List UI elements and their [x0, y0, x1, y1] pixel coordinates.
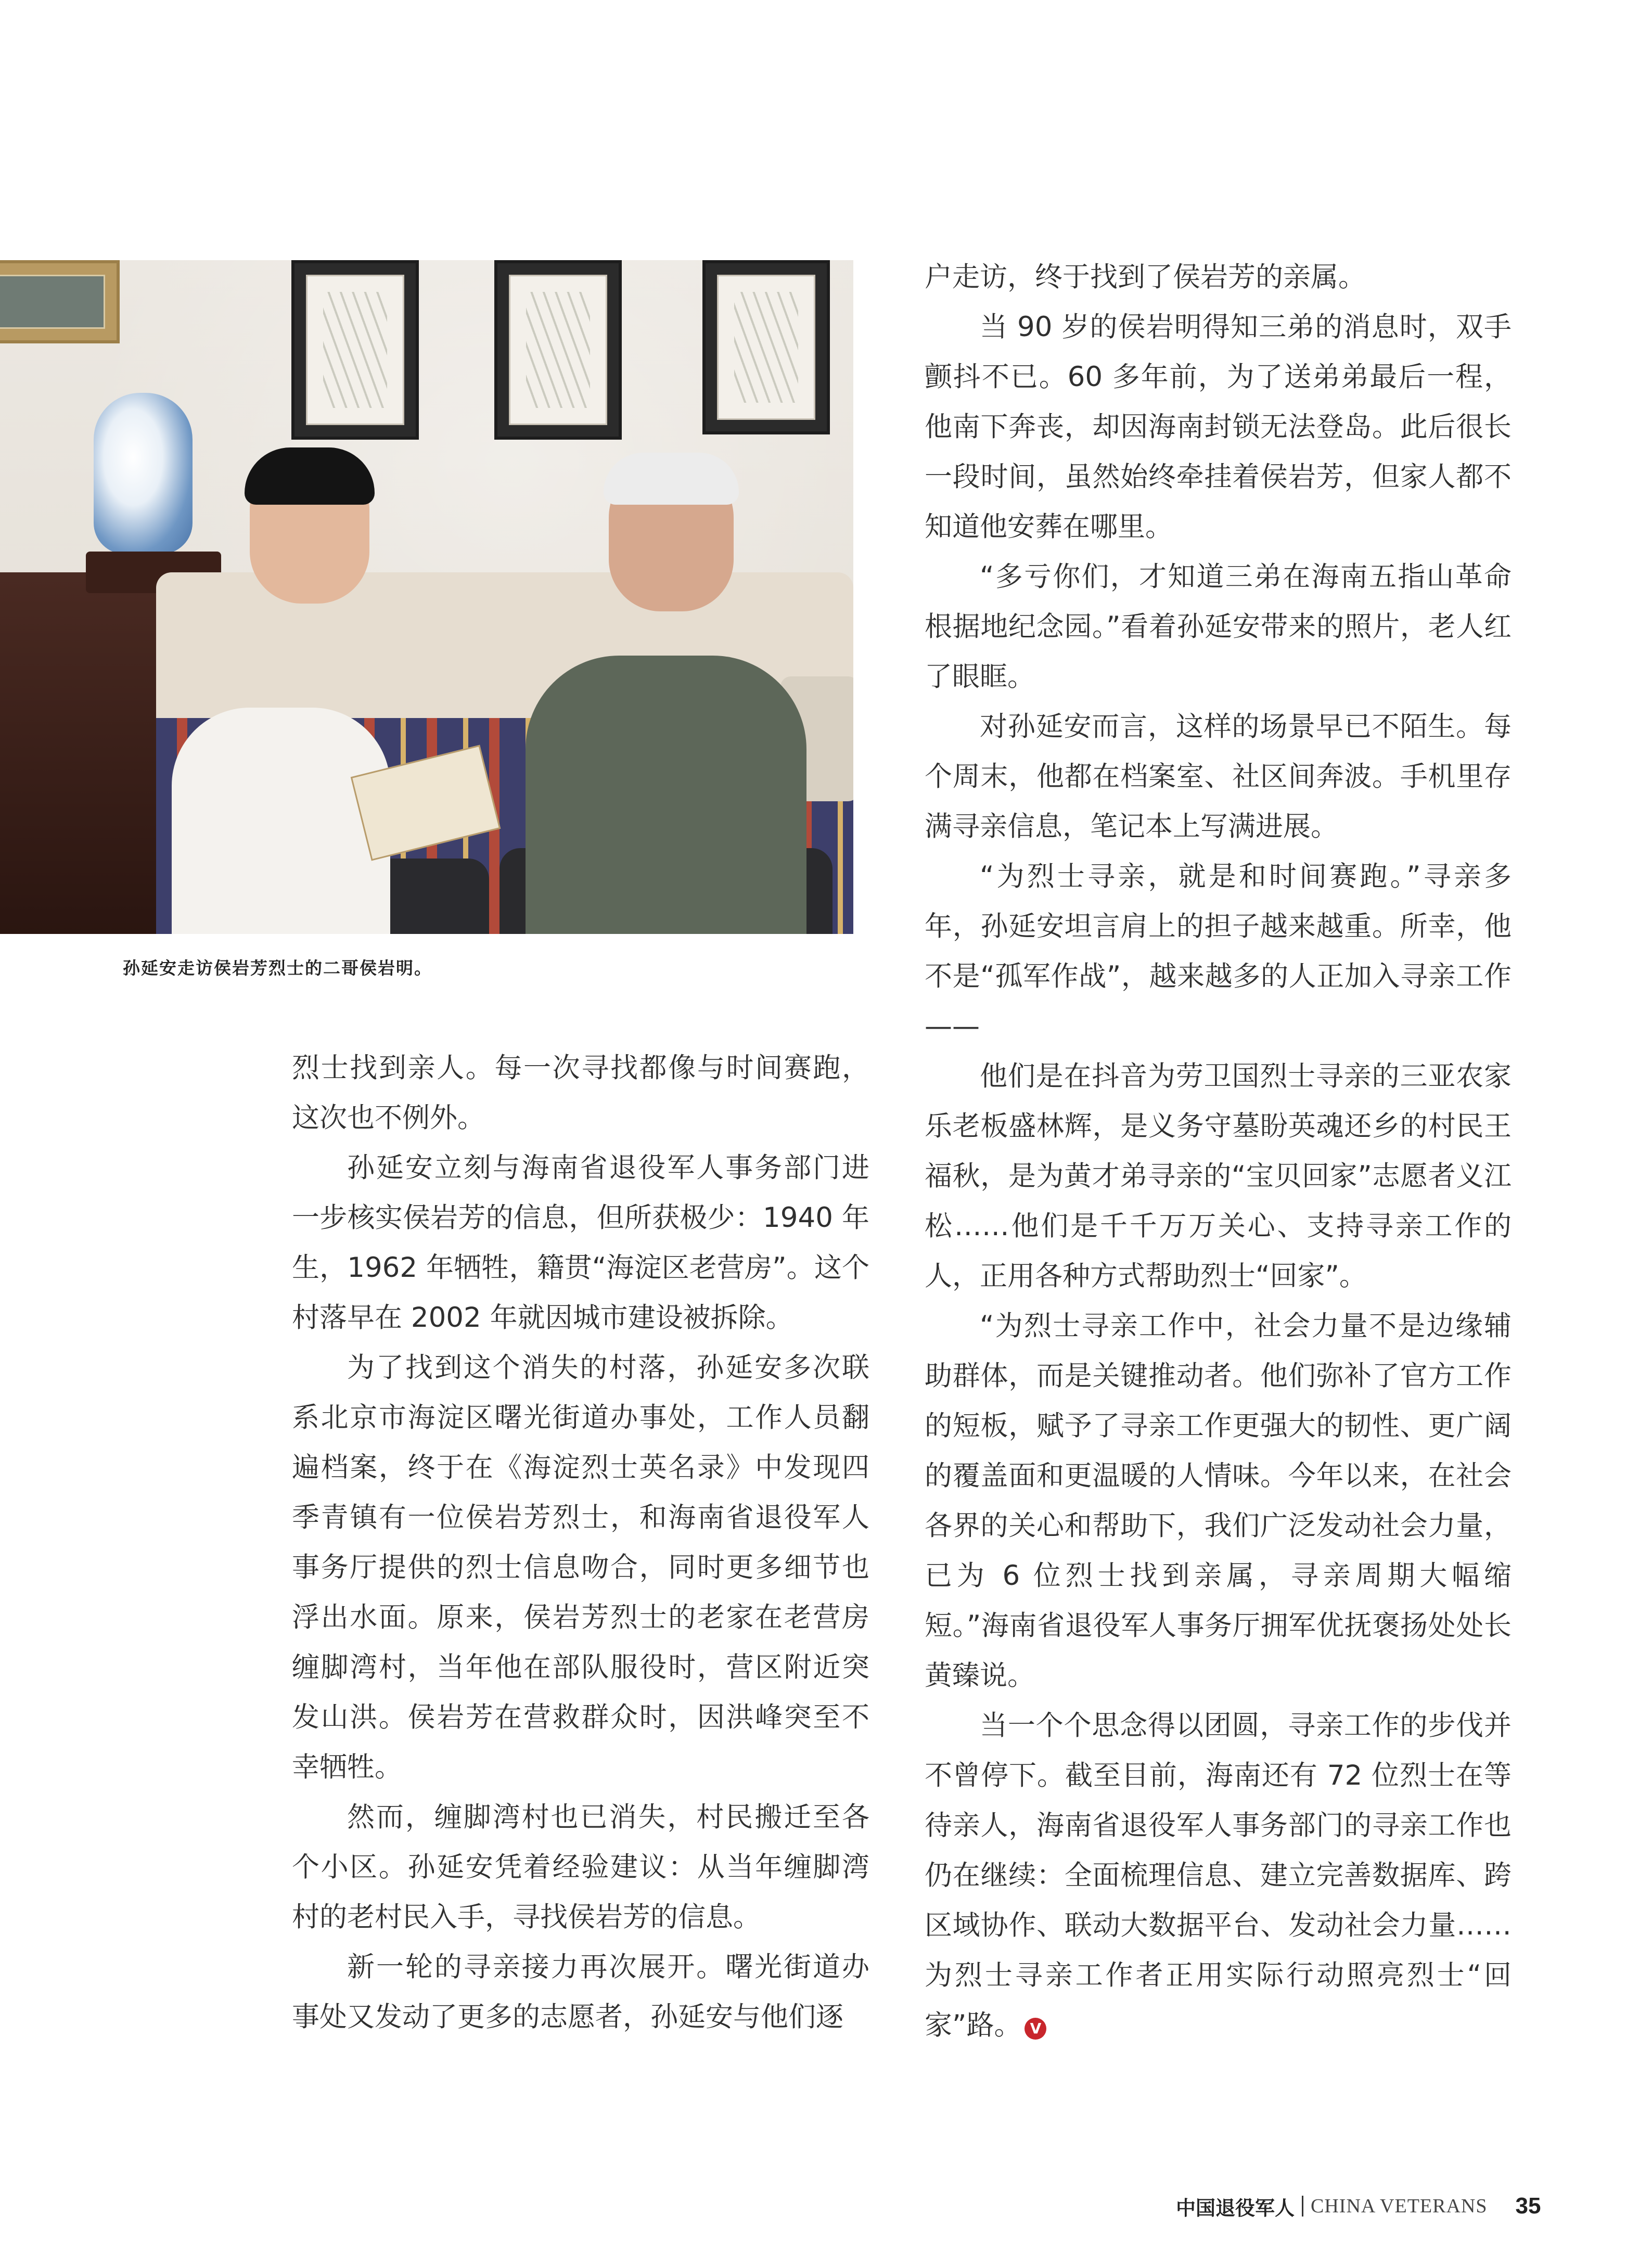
bamboo-painting-frame: [702, 260, 830, 434]
footer-divider: [1302, 2196, 1303, 2217]
paragraph: 当 90 岁的侯岩明得知三弟的消息时，双手颤抖不已。60 多年前，为了送弟弟最后一程，他南下奔丧，却因海南封锁无法登岛。此后很长一段时间，虽然始终牵挂着侯岩芳，但家人都不知道他安葬在哪里。: [925, 311, 1512, 543]
paragraph: 然而，缠脚湾村也已消失，村民搬迁至各个小区。孙延安凭着经验建议：从当年缠脚湾村的老村民入手，寻找侯岩芳的信息。: [292, 1801, 869, 1933]
paragraph: 为了找到这个消失的村落，孙延安多次联系北京市海淀区曙光街道办事处，工作人员翻遍档案，终于在《海淀烈士英名录》中发现四季青镇有一位侯岩芳烈士，和海南省退役军人事务厅提供的烈士信息吻合，同时更多细节也浮出水面。原来，侯岩芳烈士的老家在老营房缠脚湾村，当年他在部队服役时，营区附近突发山洪。侯岩芳在营救群众时，因洪峰突至不幸牺牲。: [292, 1352, 869, 1783]
paragraph: 他们是在抖音为劳卫国烈士寻亲的三亚农家乐老板盛林辉，是义务守墓盼英魂还乡的村民王福秋，是为黄才弟寻亲的“宝贝回家”志愿者义江松……他们是千千万万关心、支持寻亲工作的人，正用各种方式帮助烈士“回家”。: [925, 1060, 1512, 1292]
paragraph: 新一轮的寻亲接力再次展开。曙光街道办事处又发动了更多的志愿者，孙延安与他们逐: [292, 1951, 869, 2033]
elder-hair: [604, 453, 739, 505]
paragraph: 户走访，终于找到了侯岩芳的亲属。: [925, 261, 1366, 293]
paragraph: 烈士找到亲人。每一次寻找都像与时间赛跑，这次也不例外。: [292, 1052, 869, 1134]
page-number: 35: [1515, 2193, 1541, 2219]
paragraph: “为烈士寻亲，就是和时间赛跑。”寻亲多年，孙延安坦言肩上的担子越来越重。所幸，他不是“孤军作战”，越来越多的人正加入寻亲工作——: [925, 861, 1512, 1042]
photo-caption: 孙延安走访侯岩芳烈士的二哥侯岩明。: [123, 958, 432, 978]
page-footer: [1176, 2190, 1541, 2222]
article-right-column: [925, 252, 1512, 2051]
article-photo: [0, 260, 853, 934]
magazine-name-cn: 中国退役军人: [1176, 2196, 1295, 2220]
orchid-painting-frame: [494, 260, 622, 440]
article-left-column: [292, 1043, 869, 2042]
elder-body: [526, 656, 806, 934]
paragraph: 对孙延安而言，这样的场景早已不陌生。每个周末，他都在档案室、社区间奔波。手机里存满寻亲信息，笔记本上写满进展。: [925, 711, 1512, 842]
final-paragraph-text: 当一个个思念得以团圆，寻亲工作的步伐并不曾停下。截至目前，海南还有 72 位烈士在等待亲人，海南省退役军人事务部门的寻亲工作也仍在继续：全面梳理信息、建立完善数据库、跨区域协作、联动大数据平台、发动社会力量……为烈士寻亲工作者正用实际行动照亮烈士“回家”路。: [925, 1710, 1512, 2041]
paragraph: “多亏你们，才知道三弟在海南五指山革命根据地纪念园。”看着孙延安带来的照片，老人红了眼眶。: [925, 561, 1512, 693]
end-mark-icon: V: [1025, 2018, 1046, 2040]
young-man-hair: [245, 447, 375, 505]
paragraph: “为烈士寻亲工作中，社会力量不是边缘辅助群体，而是关键推动者。他们弥补了官方工作的短板，赋予了寻亲工作更强大的韧性、更广阔的覆盖面和更温暖的人情味。今年以来，在社会各界的关心和帮助下，我们广泛发动社会力量，已为 6 位烈士找到亲属，寻亲周期大幅缩短。”海南省退役军人事务厅拥军优抚褒扬处处长黄臻说。: [925, 1310, 1512, 1692]
paragraph: 孙延安立刻与海南省退役军人事务部门进一步核实侯岩芳的信息，但所获极少：1940 年生，1962 年牺牲，籍贯“海淀区老营房”。这个村落早在 2002 年就因城市建设被拆除。: [292, 1152, 869, 1334]
young-man-body: [172, 708, 390, 934]
landscape-painting-frame: [0, 260, 120, 343]
plum-painting-frame: [291, 260, 419, 440]
porcelain-vase: [94, 393, 193, 554]
final-paragraph: [925, 1701, 1512, 2051]
magazine-name-en: CHINA VETERANS: [1311, 2195, 1488, 2217]
